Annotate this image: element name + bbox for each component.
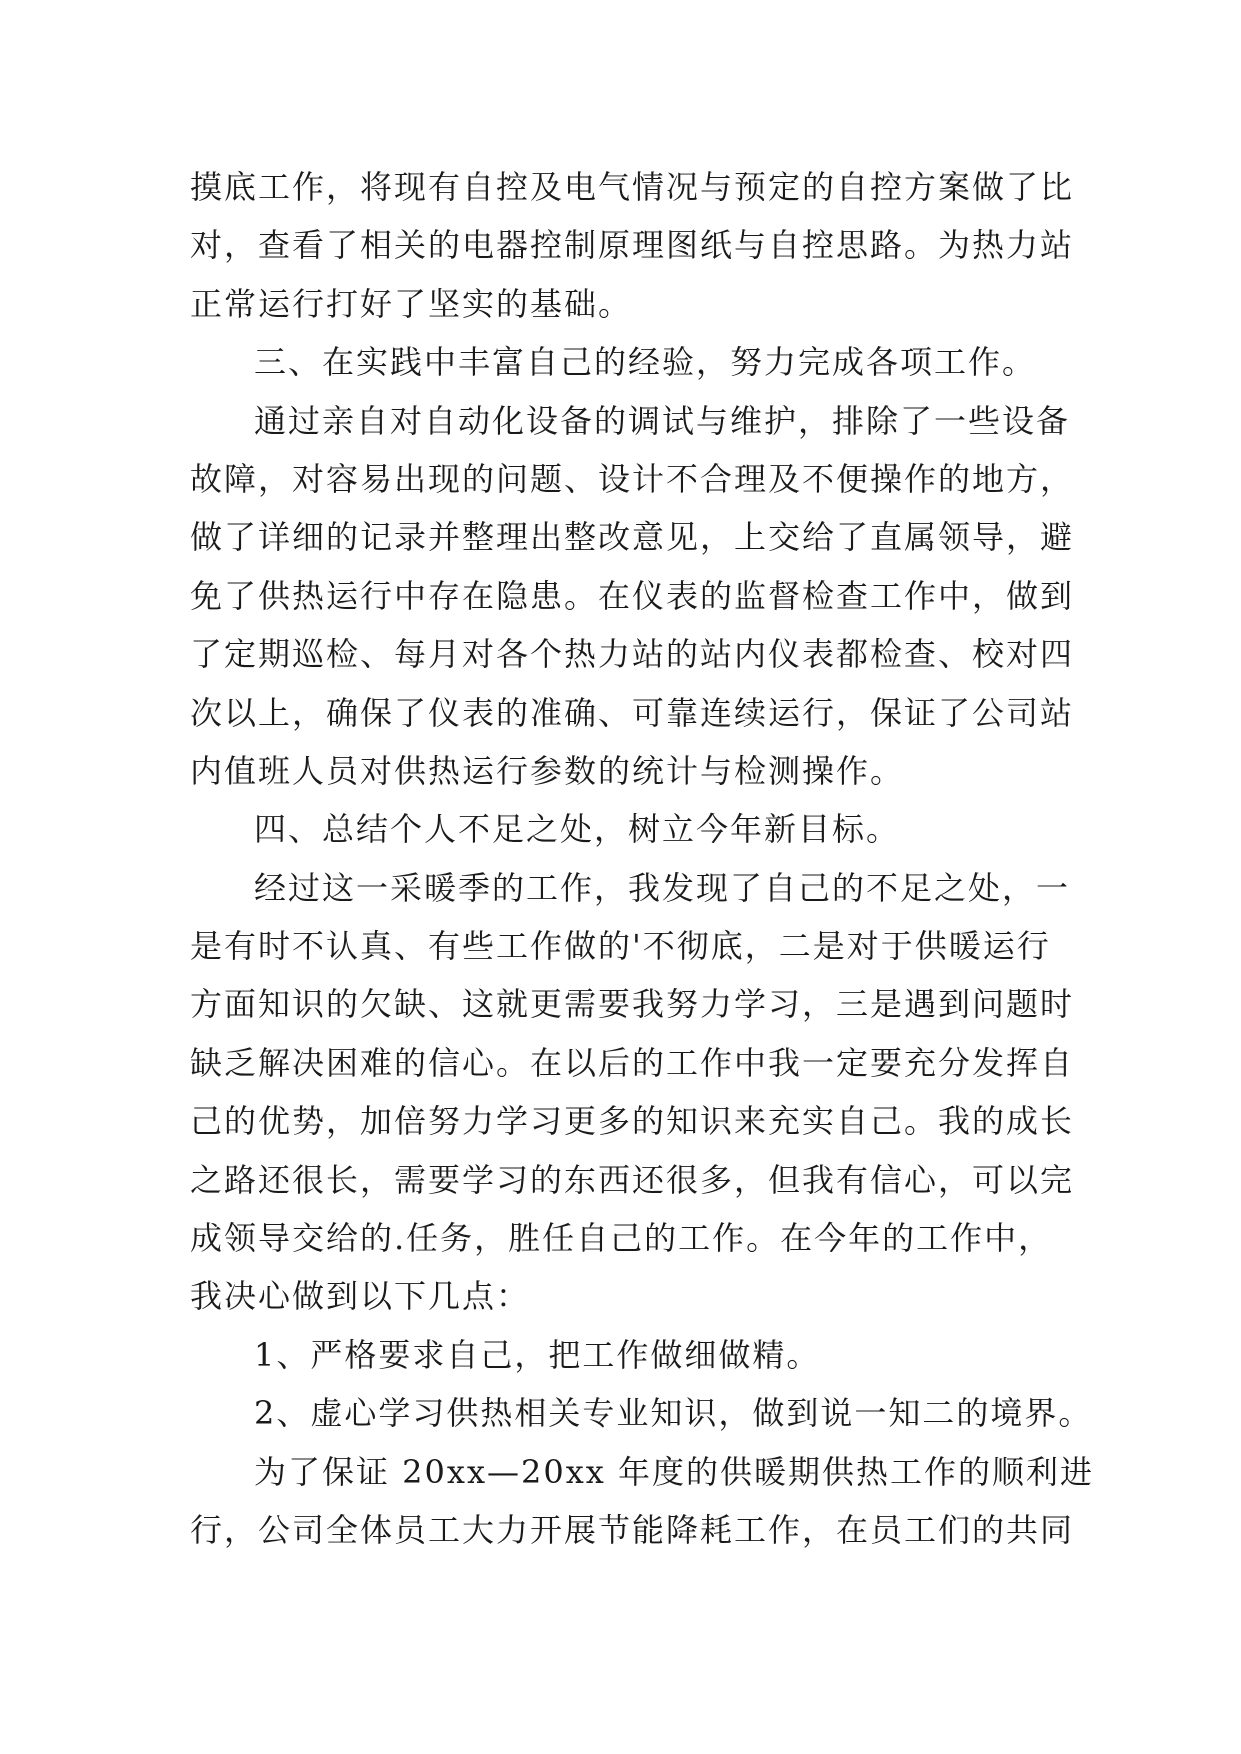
text-line: 做了详细的记录并整理出整改意见，上交给了直属领导，避 <box>190 518 1075 557</box>
text-line: 1、严格要求自己，把工作做细做精。 <box>254 1335 821 1374</box>
text-line: 三、在实践中丰富自己的经验，努力完成各项工作。 <box>254 343 1037 382</box>
text-line: 四、总结个人不足之处，树立今年新目标。 <box>254 810 901 849</box>
text-line: 免了供热运行中存在隐患。在仪表的监督检查工作中，做到 <box>190 576 1075 615</box>
text-line: 我决心做到以下几点： <box>190 1277 531 1316</box>
text-line: 成领导交给的.任务，胜任自己的工作。在今年的工作中， <box>190 1219 1053 1258</box>
text-line: 对，查看了相关的电器控制原理图纸与自控思路。为热力站 <box>190 226 1075 265</box>
text-line: 内值班人员对供热运行参数的统计与检测操作。 <box>190 751 905 790</box>
text-line: 方面知识的欠缺、这就更需要我努力学习，三是遇到问题时 <box>190 985 1075 1024</box>
text-line: 行，公司全体员工大力开展节能降耗工作，在员工们的共同 <box>190 1510 1075 1549</box>
text-line: 为了保证 20xx—20xx 年度的供暖期供热工作的顺利进 <box>254 1452 1094 1491</box>
text-line: 故障，对容易出现的问题、设计不合理及不便操作的地方， <box>190 459 1075 498</box>
text-line: 经过这一采暖季的工作，我发现了自己的不足之处，一 <box>254 868 1071 907</box>
text-line: 通过亲自对自动化设备的调试与维护，排除了一些设备 <box>254 401 1071 440</box>
text-line: 己的优势，加倍努力学习更多的知识来充实自己。我的成长 <box>190 1102 1075 1141</box>
text-line: 缺乏解决困难的信心。在以后的工作中我一定要充分发挥自 <box>190 1043 1075 1082</box>
text-line: 正常运行打好了坚实的基础。 <box>190 284 633 323</box>
text-line: 是有时不认真、有些工作做的'不彻底，二是对于供暖运行 <box>190 927 1051 966</box>
text-line: 了定期巡检、每月对各个热力站的站内仪表都检查、校对四 <box>190 635 1075 674</box>
document-body <box>190 158 1094 1559</box>
text-line: 2、虚心学习供热相关专业知识，做到说一知二的境界。 <box>254 1394 1093 1433</box>
text-line: 之路还很长，需要学习的东西还很多，但我有信心，可以完 <box>190 1160 1075 1199</box>
text-line: 次以上，确保了仪表的准确、可靠连续运行，保证了公司站 <box>190 693 1075 732</box>
text-line: 摸底工作，将现有自控及电气情况与预定的自控方案做了比 <box>190 168 1075 206</box>
